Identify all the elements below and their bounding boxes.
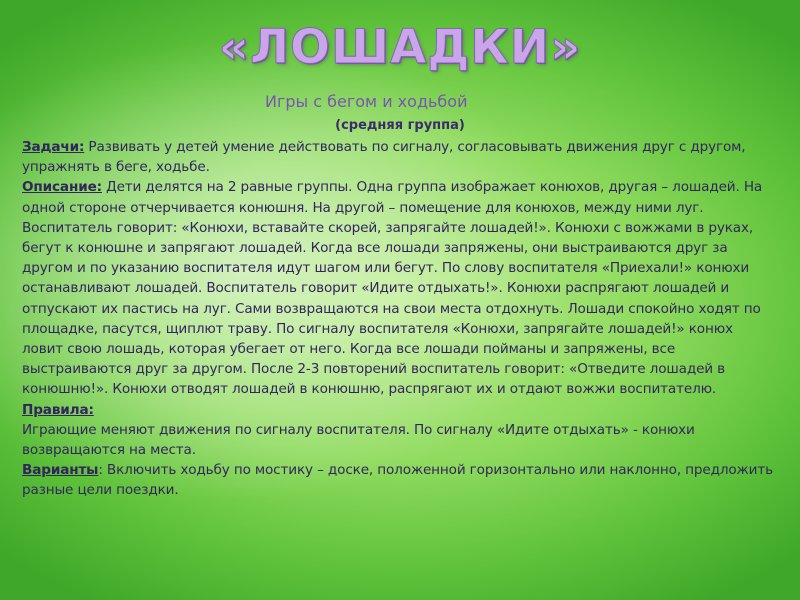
variants-paragraph — [22, 460, 778, 500]
variants-text: : Включить ходьбу по мостику – доске, положенной горизонтально или наклонно, предложить разные цели поездки. — [22, 462, 773, 499]
description-label: Описание: — [22, 179, 102, 196]
description-text: Дети делятся на 2 равные группы. Одна группа изображает конюхов, другая – лошадей. На одной стороне отчерчивается конюшня. На другой – помещение для конюхов, между ними луг. Воспитатель говорит: «Конюхи, вставайте скорей, запрягайте лошадей!». Конюхи с вожжами в руках, бегут к конюшне и запрягают лошадей. Когда все лошади запряжены, они выстраиваются друг за другом и по указанию воспитателя идут шагом или бегут. По слову воспитателя «Приехали!» конюхи останавливают лошадей. Воспитатель говорит «Идите отдыхать!». Конюхи распрягают лошадей и отпускают их пастись на луг. Сами возвращаются на свои места отдохнуть. Лошади спокойно ходят по площадке, пасутся, щиплют траву. По сигналу воспитателя «Конюхи, запрягайте лошадей!» конюх ловит свою лошадь, которая убегает от него. Когда все лошади пойманы и запряжены, все выстраиваются друг за другом. После 2-3 повторений воспитатель говорит: «Отведите лошадей в конюшню!». Конюхи отводят лошадей в конюшню, распрягают их и отдают вожжи воспитателю. — [22, 179, 763, 398]
rules-label: Правила: — [22, 401, 94, 418]
tasks-label: Задачи: — [22, 139, 85, 155]
rules-text: Играющие меняют движения по сигналу воспитателя. По сигналу «Идите отдыхать» - конюхи возвращаются на места. — [22, 421, 695, 459]
rules-paragraph — [22, 420, 778, 460]
slide-body — [22, 137, 778, 501]
variants-label: Варианты — [22, 462, 99, 479]
age-group: (средняя группа) — [335, 118, 465, 133]
slide-subtitle: Игры с бегом и ходьбой — [265, 92, 468, 111]
tasks-paragraph — [22, 137, 778, 177]
rules-heading — [22, 400, 778, 420]
tasks-text: Развивать у детей умение действовать по сигналу, согласовывать движения друг с другом, упражнять в беге, ходьбе. — [22, 139, 746, 176]
slide-title: «ЛОШАДКИ» — [218, 20, 582, 75]
description-paragraph — [22, 177, 778, 399]
